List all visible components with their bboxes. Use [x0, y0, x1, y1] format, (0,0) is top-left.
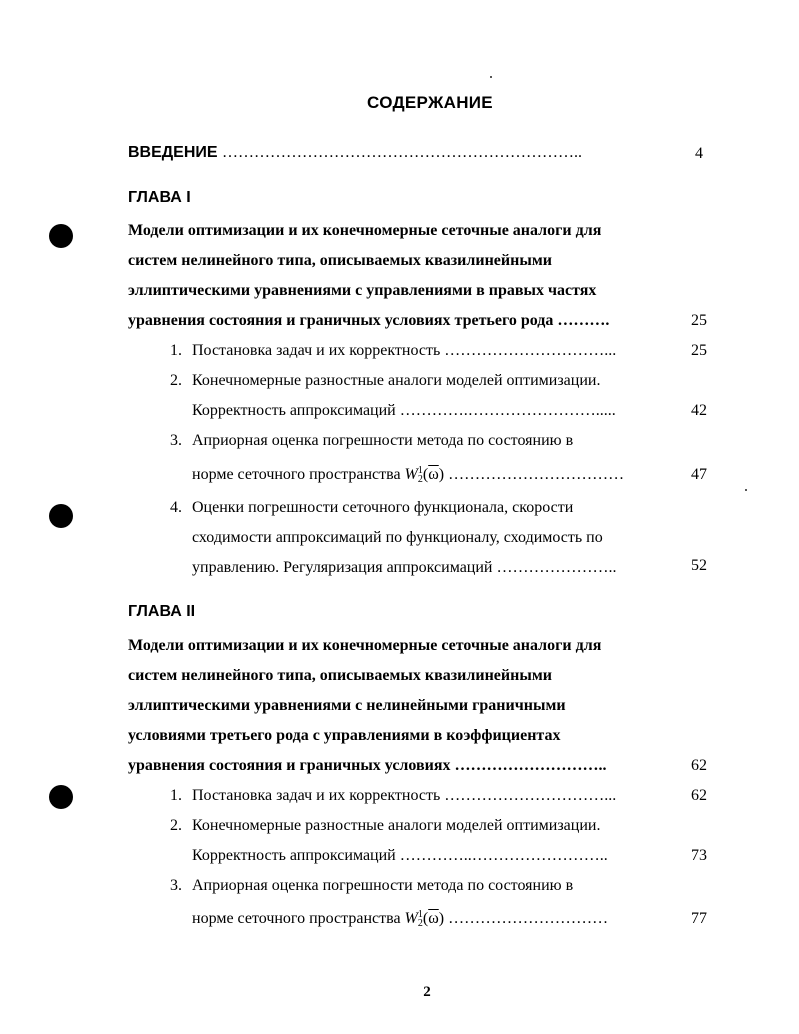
- chapter-2-title-line: систем нелинейного типа, описываемых квазилинейными: [128, 667, 552, 684]
- page-number: 2: [423, 984, 431, 1000]
- punch-hole-bottom: [49, 785, 73, 809]
- norm-sup: 1: [417, 465, 423, 477]
- item-page: 62: [691, 787, 707, 804]
- chapter-1-page: 25: [691, 312, 707, 329]
- chapter-1-title-line: Модели оптимизации и их конечномерные сеточные аналоги для: [128, 222, 602, 239]
- item-page: 47: [691, 466, 707, 483]
- norm-sub: 2: [417, 918, 423, 930]
- norm-arg: $\overline{\omega}$: [428, 910, 439, 927]
- toc-intro: [128, 144, 582, 162]
- item-title-line: Априорная оценка погрешности метода по состоянию в: [192, 432, 574, 449]
- item-title-line: Постановка задач и их корректность …………………………...: [192, 787, 617, 804]
- item-number: 2.: [170, 817, 182, 834]
- sobolev-norm-formula: W1 $2(\overline{\omega})$: [404, 465, 445, 486]
- punch-hole-middle: [49, 504, 73, 528]
- item-title-line: Конечномерные разностные аналоги моделей оптимизации.: [192, 817, 601, 834]
- item-title-line: Конечномерные разностные аналоги моделей оптимизации.: [192, 372, 601, 389]
- item-title-line: управлению. Регуляризация аппроксимаций …………………..: [192, 559, 617, 576]
- scan-speck: [745, 489, 747, 491]
- item-title-line: Постановка задач и их корректность …………………………...: [192, 342, 617, 359]
- item-number: 1.: [170, 342, 182, 359]
- item-page: 77: [691, 910, 707, 927]
- item-title-line-with-formula: [192, 466, 624, 484]
- chapter-2-title-line: Модели оптимизации и их конечномерные сеточные аналоги для: [128, 637, 602, 654]
- item-number: 2.: [170, 372, 182, 389]
- chapter-2-title-line: уравнения состояния и граничных условиях ………………………..: [128, 757, 607, 774]
- chapter-1-title-line: уравнения состояния и граничных условиях третьего рода ……….: [128, 312, 610, 329]
- item-title-text: норме сеточного пространства: [192, 466, 401, 483]
- scan-speck: [490, 76, 492, 78]
- item-number: 3.: [170, 432, 182, 449]
- chapter-2-page: 62: [691, 757, 707, 774]
- item-page: 73: [691, 847, 707, 864]
- item-title-line: Корректность аппроксимаций ………….…………………….....: [192, 402, 616, 419]
- item-leader: …………………………: [448, 910, 609, 927]
- punch-hole-top: [49, 224, 73, 248]
- norm-arg: $\overline{\omega}$: [428, 466, 439, 483]
- norm-symbol: W: [404, 466, 418, 483]
- intro-leader: …………………………………………………………..: [222, 144, 583, 161]
- item-title-line: сходимости аппроксимаций по функционалу, сходимость по: [192, 529, 603, 546]
- chapter-2-title-line: эллиптическими уравнениями с нелинейными граничными: [128, 697, 566, 714]
- item-title-line: Априорная оценка погрешности метода по состоянию в: [192, 877, 574, 894]
- item-title-text: норме сеточного пространства: [192, 910, 401, 927]
- item-title-line: Оценки погрешности сеточного функционала, скорости: [192, 499, 574, 516]
- chapter-2-heading: ГЛАВА II: [128, 603, 196, 620]
- chapter-1-title-line: систем нелинейного типа, описываемых квазилинейными: [128, 252, 552, 269]
- item-title-line: Корректность аппроксимаций …………..……………………..: [192, 847, 608, 864]
- page-title: СОДЕРЖАНИЕ: [367, 93, 493, 112]
- item-page: 25: [691, 342, 707, 359]
- item-number: 4.: [170, 499, 182, 516]
- item-leader: ……………………………: [448, 466, 625, 483]
- sobolev-norm-formula: W1 $2(\overline{\omega})$: [404, 909, 445, 930]
- norm-sub: 2: [417, 474, 423, 486]
- item-page: 52: [691, 557, 707, 574]
- norm-symbol: W: [404, 910, 418, 927]
- intro-page: 4: [695, 145, 703, 162]
- intro-label: ВВЕДЕНИЕ: [128, 144, 218, 161]
- item-number: 1.: [170, 787, 182, 804]
- item-number: 3.: [170, 877, 182, 894]
- chapter-1-heading: ГЛАВА I: [128, 189, 191, 206]
- chapter-1-title-line: эллиптическими уравнениями с управлениями в правых частях: [128, 282, 597, 299]
- chapter-2-title-line: условиями третьего рода с управлениями в коэффициентах: [128, 727, 561, 744]
- item-title-line-with-formula: [192, 910, 608, 928]
- norm-sup: 1: [417, 909, 423, 921]
- item-page: 42: [691, 402, 707, 419]
